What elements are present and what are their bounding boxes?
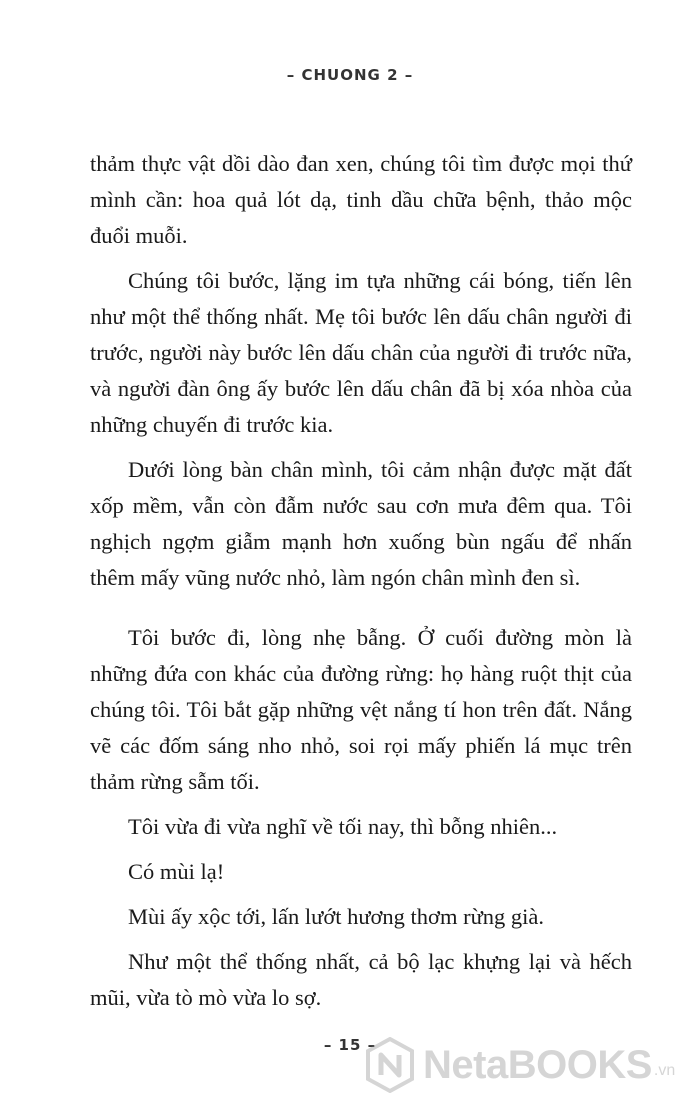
paragraph: thảm thực vật dồi dào đan xen, chúng tôi tìm được mọi thứ mình cần: hoa quả lót dạ, tinh dầu chữa bệnh, thảo mộc đuổi muỗi.	[90, 151, 632, 248]
text-block-1	[90, 146, 632, 605]
netabooks-watermark	[365, 1030, 675, 1100]
paragraph: Như một thể thống nhất, cả bộ lạc khựng lại và hếch mũi, vừa tò mò vừa lo sợ.	[90, 949, 632, 1010]
chapter-header: – CHUONG 2 –	[286, 66, 414, 84]
paragraph: Tôi bước đi, lòng nhẹ bẫng. Ở cuối đường mòn là những đứa con khác của đường rừng: họ hàng ruột thịt của chúng tôi. Tôi bắt gặp những vệt nắng tí hon trên đất. Nắng vẽ các đốm sáng nho nhỏ, soi rọi mấy phiến lá mục trên thảm rừng sẫm tối.	[90, 625, 632, 794]
paragraph: Mùi ấy xộc tới, lấn lướt hương thơm rừng già.	[128, 904, 545, 929]
page-number: – 15 –	[323, 1036, 377, 1054]
text-block-2	[90, 620, 632, 1025]
paragraph: Chúng tôi bước, lặng im tựa những cái bóng, tiến lên như một thể thống nhất. Mẹ tôi bước lên dấu chân người đi trước, người này bước lên dấu chân của người đi trước nữa, và người đàn ông ấy bước lên dấu chân đã bị xóa nhòa của những chuyến đi trước kia.	[90, 268, 632, 437]
watermark-brand: NetaBOOKS	[423, 1042, 652, 1087]
netabooks-logo-icon	[365, 1037, 415, 1093]
paragraph: Dưới lòng bàn chân mình, tôi cảm nhận được mặt đất xốp mềm, vẫn còn đẫm nước sau cơn mưa đêm qua. Tôi nghịch ngợm giẫm mạnh hơn xuống bùn ngấu để nhấn thêm mấy vũng nước nhỏ, làm ngón chân mình đen sì.	[90, 457, 632, 590]
watermark-suffix: .vn	[653, 1062, 676, 1079]
paragraph: Có mùi lạ!	[128, 859, 225, 884]
paragraph: Tôi vừa đi vừa nghĩ về tối nay, thì bỗng nhiên...	[128, 814, 558, 839]
